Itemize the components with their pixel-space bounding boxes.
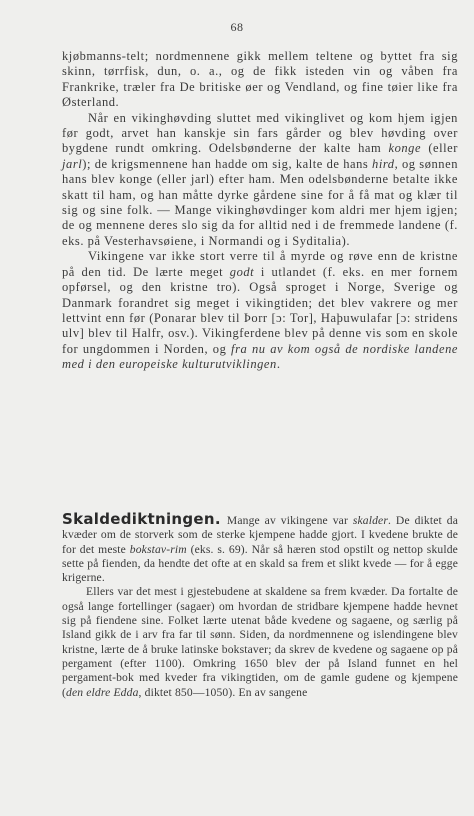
section-paragraph-2: Ellers var det mest i gjestebudene at skaldene sa frem kvæder. Da fortalte de også lange fortellinger (sagaer) om hvordan de stridbare kjempene hadde hevnet sig på fiendene sine. Folket lærte utenat både kvedene og sagaene, og særlig på Island gikk de i arv fra far til sønn. Siden, da nordmennene og islendingene blev kristne, lærte de å bruke latinske bokstaver; da skrev de kvedene og sagaene op på pergament (efter 1100). Omkring 1650 blev der på Island funnet en hel pergament-bok med kveder fra vikingtiden, om de gamle gudene og kjempene (den eldre Edda, diktet 850—1050). En av sangene [62, 585, 458, 699]
italic-konge: konge [388, 141, 422, 156]
paragraph-2: Når en vikinghøvding sluttet med vikinglivet og kom hjem igjen før godt, arvet han kanskje sin fars gårder og blev høvding over bygdene rundt omkring. Odelsbønderne der kalte ham konge (eller jarl); de krigsmennene han hadde om sig, kalte de hans hird, og sønnen hans blev konge (eller jarl) efter ham. Men odelsbønderne betalte ikke skatt til ham, og han måtte dyrke gårdene sine for å få mat og klær til sig og sine folk. — Mange vikinghøvdinger kom aldri mer hjem igjen; de og mennene deres slo sig da for alltid ned i de fremmede landene (f. eks. på Vesterhavsøiene, i Normandi og i Syditalia). [62, 110, 458, 248]
page-number: 68 [230, 20, 244, 34]
italic-bokstav-rim: bokstav-rim [129, 542, 187, 556]
italic-jarl: jarl [62, 156, 83, 171]
italic-edda: den eldre Edda [66, 685, 139, 699]
main-text [62, 49, 458, 373]
section-heading: Skaldediktningen. [62, 510, 221, 528]
section-paragraph-1: Skaldediktningen. Mange av vikingene var skalder. De diktet da kvæder om de storverk som de sterke kjempene hadde gjort. I kvedene brukte de for det meste bokstav-rim (eks. s. 69). Når så hæren stod opstilt og nettop skulde sette på fienden, da hendte det ofte at en skald sa frem et slikt kvede — for å egge krigerne. [62, 510, 459, 585]
paragraph-3: Vikingene var ikke stort verre til å myrde og røve enn de kristne på den tid. De lærte meget godt i utlandet (f. eks. en mer fornem opførsel, og den kristne tro). Også sproget i Norge, Sverige og Danmark forandret sig meget i vikingtiden; det blev vakrere og mer lettvint enn før (Ponarar blev til Þorr [ɔ: Tor], Haþuwulafar [ɔ: stridens ulv] blev til Halfr, osv.). Vikingferdene blev på denne vis som en skole for ungdommen i Norden, og fra nu av kom også de nordiske landene med i den europeiske kulturutviklingen. [62, 249, 458, 372]
skald-section [62, 512, 458, 700]
italic-godt: godt [229, 264, 255, 279]
italic-hird: hird [372, 156, 395, 171]
italic-conclusion: fra nu av kom også de nordiske landene med i den europeiske kulturutviklingen [62, 341, 458, 372]
paragraph-1: kjøbmanns-telt; nordmennene gikk mellem teltene og byttet fra sig skinn, tørrfisk, dun, o. a., og de fikk isteden vin og våben fra Frankrike, træler fra De britiske øer og Vendland, og fine tøier like fra Østerland. [62, 49, 458, 110]
italic-skalder: skalder [352, 514, 389, 527]
